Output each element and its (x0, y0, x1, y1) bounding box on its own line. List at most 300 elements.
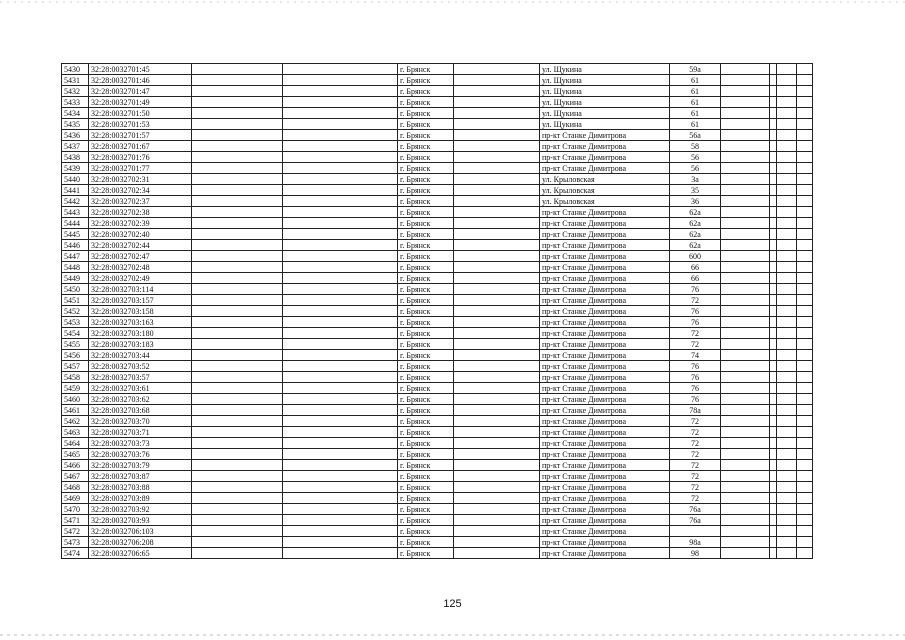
cell-e5 (770, 372, 777, 383)
cell-street: пр-кт Станке Димитрова (540, 339, 670, 350)
cell-street: пр-кт Станке Димитрова (540, 284, 670, 295)
cell-e4 (721, 339, 770, 350)
cell-e6 (777, 284, 797, 295)
cell-e3 (454, 218, 540, 229)
cell-num: 5457 (62, 361, 89, 372)
cell-house: 76а (670, 504, 721, 515)
table-row (62, 240, 813, 251)
cell-e6 (777, 537, 797, 548)
cell-e6 (777, 262, 797, 273)
cell-e7 (797, 405, 813, 416)
cell-city: г. Брянск (398, 251, 454, 262)
table-row (62, 438, 813, 449)
cell-street: пр-кт Станке Димитрова (540, 350, 670, 361)
cell-e1 (192, 229, 283, 240)
table-row (62, 273, 813, 284)
cell-e1 (192, 405, 283, 416)
cell-cad: 32:28:0032701:76 (89, 152, 192, 163)
cell-street: пр-кт Станке Димитрова (540, 548, 670, 559)
table-row (62, 86, 813, 97)
cell-house: 66 (670, 262, 721, 273)
cell-street: пр-кт Станке Димитрова (540, 262, 670, 273)
cell-e7 (797, 449, 813, 460)
cell-num: 5443 (62, 207, 89, 218)
cell-e3 (454, 130, 540, 141)
cell-e3 (454, 328, 540, 339)
cell-e6 (777, 75, 797, 86)
cell-num: 5456 (62, 350, 89, 361)
cell-e7 (797, 438, 813, 449)
cell-e3 (454, 449, 540, 460)
cell-street: пр-кт Станке Димитрова (540, 438, 670, 449)
cell-num: 5463 (62, 427, 89, 438)
cell-cad: 32:28:0032701:53 (89, 119, 192, 130)
cell-e1 (192, 328, 283, 339)
cell-num: 5460 (62, 394, 89, 405)
cell-e6 (777, 163, 797, 174)
cell-e4 (721, 64, 770, 75)
cell-e1 (192, 185, 283, 196)
cell-e1 (192, 471, 283, 482)
cell-num: 5467 (62, 471, 89, 482)
cell-street: пр-кт Станке Димитрова (540, 460, 670, 471)
cell-street: ул. Крыловская (540, 174, 670, 185)
cell-e2 (283, 108, 398, 119)
cell-city: г. Брянск (398, 86, 454, 97)
cell-street: пр-кт Станке Димитрова (540, 317, 670, 328)
cell-house: 62а (670, 207, 721, 218)
cell-e3 (454, 515, 540, 526)
cell-city: г. Брянск (398, 350, 454, 361)
cell-e4 (721, 504, 770, 515)
cell-num: 5458 (62, 372, 89, 383)
cell-num: 5472 (62, 526, 89, 537)
cell-e5 (770, 526, 777, 537)
table-row (62, 141, 813, 152)
cell-e7 (797, 218, 813, 229)
cell-e6 (777, 86, 797, 97)
cell-e1 (192, 383, 283, 394)
cell-cad: 32:28:0032701:46 (89, 75, 192, 86)
cell-e2 (283, 240, 398, 251)
cell-street: ул. Щукина (540, 64, 670, 75)
cell-e6 (777, 152, 797, 163)
cell-e1 (192, 427, 283, 438)
cell-e7 (797, 383, 813, 394)
cell-house: 76 (670, 361, 721, 372)
cell-e7 (797, 515, 813, 526)
cell-street: пр-кт Станке Димитрова (540, 526, 670, 537)
cell-e4 (721, 152, 770, 163)
cell-e5 (770, 328, 777, 339)
cell-e5 (770, 295, 777, 306)
cell-cad: 32:28:0032703:76 (89, 449, 192, 460)
cell-e4 (721, 438, 770, 449)
cell-num: 5454 (62, 328, 89, 339)
cell-cad: 32:28:0032703:44 (89, 350, 192, 361)
cell-e6 (777, 427, 797, 438)
cell-e6 (777, 174, 797, 185)
cell-e4 (721, 229, 770, 240)
cell-city: г. Брянск (398, 207, 454, 218)
cell-e1 (192, 163, 283, 174)
table-row (62, 328, 813, 339)
cell-e5 (770, 548, 777, 559)
cell-e4 (721, 97, 770, 108)
cell-e2 (283, 350, 398, 361)
cell-e5 (770, 416, 777, 427)
cell-city: г. Брянск (398, 416, 454, 427)
cell-cad: 32:28:0032701:50 (89, 108, 192, 119)
cell-cad: 32:28:0032703:157 (89, 295, 192, 306)
cell-e4 (721, 185, 770, 196)
cell-e7 (797, 306, 813, 317)
cell-e5 (770, 306, 777, 317)
cell-street: пр-кт Станке Димитрова (540, 328, 670, 339)
cell-e1 (192, 515, 283, 526)
cell-e3 (454, 460, 540, 471)
cell-e4 (721, 306, 770, 317)
cell-num: 5471 (62, 515, 89, 526)
page-number: 125 (443, 598, 462, 610)
cell-cad: 32:28:0032702:39 (89, 218, 192, 229)
cell-e2 (283, 372, 398, 383)
cell-e1 (192, 537, 283, 548)
cell-e3 (454, 262, 540, 273)
cell-e2 (283, 526, 398, 537)
cell-num: 5430 (62, 64, 89, 75)
cell-e1 (192, 449, 283, 460)
cell-house: 72 (670, 482, 721, 493)
cell-e3 (454, 229, 540, 240)
cell-e5 (770, 108, 777, 119)
cell-city: г. Брянск (398, 372, 454, 383)
cell-e3 (454, 185, 540, 196)
cell-street: пр-кт Станке Димитрова (540, 405, 670, 416)
cell-e1 (192, 141, 283, 152)
cell-e2 (283, 218, 398, 229)
cell-num: 5445 (62, 229, 89, 240)
cell-house: 98 (670, 548, 721, 559)
cell-num: 5474 (62, 548, 89, 559)
cell-city: г. Брянск (398, 306, 454, 317)
cell-e2 (283, 196, 398, 207)
cell-cad: 32:28:0032702:31 (89, 174, 192, 185)
cell-e3 (454, 493, 540, 504)
table-row (62, 185, 813, 196)
cell-city: г. Брянск (398, 108, 454, 119)
cell-cad: 32:28:0032703:62 (89, 394, 192, 405)
cell-num: 5438 (62, 152, 89, 163)
cell-e2 (283, 438, 398, 449)
cell-e6 (777, 229, 797, 240)
cell-e4 (721, 163, 770, 174)
cell-num: 5469 (62, 493, 89, 504)
cell-street: пр-кт Станке Димитрова (540, 383, 670, 394)
table-row (62, 383, 813, 394)
cell-e4 (721, 350, 770, 361)
cell-e2 (283, 394, 398, 405)
cell-e2 (283, 141, 398, 152)
cell-cad: 32:28:0032701:49 (89, 97, 192, 108)
cell-house: 72 (670, 328, 721, 339)
cell-e4 (721, 119, 770, 130)
cell-e4 (721, 537, 770, 548)
cell-cad: 32:28:0032703:114 (89, 284, 192, 295)
cell-num: 5442 (62, 196, 89, 207)
cell-num: 5464 (62, 438, 89, 449)
cell-e1 (192, 548, 283, 559)
cell-house: 76 (670, 284, 721, 295)
cell-street: пр-кт Станке Димитрова (540, 163, 670, 174)
cell-num: 5441 (62, 185, 89, 196)
cell-num: 5466 (62, 460, 89, 471)
cell-e4 (721, 108, 770, 119)
cell-house: 72 (670, 471, 721, 482)
cell-e7 (797, 273, 813, 284)
cell-e3 (454, 339, 540, 350)
cell-e4 (721, 416, 770, 427)
cell-e1 (192, 394, 283, 405)
cell-e2 (283, 185, 398, 196)
cell-street: пр-кт Станке Димитрова (540, 537, 670, 548)
cell-e2 (283, 273, 398, 284)
table-row (62, 504, 813, 515)
cell-num: 5450 (62, 284, 89, 295)
cell-e2 (283, 317, 398, 328)
cell-e5 (770, 438, 777, 449)
cell-city: г. Брянск (398, 438, 454, 449)
cell-e7 (797, 240, 813, 251)
cell-e6 (777, 394, 797, 405)
cell-e5 (770, 361, 777, 372)
table-row (62, 493, 813, 504)
cell-e7 (797, 174, 813, 185)
cell-e1 (192, 295, 283, 306)
table-row (62, 372, 813, 383)
cell-city: г. Брянск (398, 273, 454, 284)
cell-num: 5455 (62, 339, 89, 350)
cell-house: 35 (670, 185, 721, 196)
cell-house: 59а (670, 64, 721, 75)
cell-e3 (454, 75, 540, 86)
cell-city: г. Брянск (398, 218, 454, 229)
cell-cad: 32:28:0032703:92 (89, 504, 192, 515)
cell-e5 (770, 207, 777, 218)
cell-e1 (192, 218, 283, 229)
cell-e6 (777, 240, 797, 251)
cell-street: ул. Крыловская (540, 196, 670, 207)
cell-house: 62а (670, 218, 721, 229)
cell-house (670, 526, 721, 537)
cell-e3 (454, 471, 540, 482)
cell-e1 (192, 460, 283, 471)
cell-house: 36 (670, 196, 721, 207)
cell-cad: 32:28:0032702:47 (89, 251, 192, 262)
cell-e3 (454, 207, 540, 218)
cell-e5 (770, 86, 777, 97)
cell-e2 (283, 152, 398, 163)
cell-e4 (721, 262, 770, 273)
cell-e4 (721, 141, 770, 152)
cell-city: г. Брянск (398, 174, 454, 185)
table-row (62, 229, 813, 240)
cell-cad: 32:28:0032701:47 (89, 86, 192, 97)
cell-e7 (797, 64, 813, 75)
cell-city: г. Брянск (398, 141, 454, 152)
cell-e3 (454, 394, 540, 405)
cell-street: ул. Щукина (540, 75, 670, 86)
cell-e5 (770, 515, 777, 526)
scan-artifact-top (0, 0, 905, 6)
cell-e1 (192, 284, 283, 295)
cell-num: 5452 (62, 306, 89, 317)
cell-street: пр-кт Станке Димитрова (540, 504, 670, 515)
cell-e3 (454, 240, 540, 251)
cell-num: 5431 (62, 75, 89, 86)
cell-e2 (283, 262, 398, 273)
cell-e2 (283, 427, 398, 438)
cell-e5 (770, 405, 777, 416)
cell-e6 (777, 130, 797, 141)
cell-e6 (777, 339, 797, 350)
cell-e4 (721, 460, 770, 471)
cell-house: 62а (670, 229, 721, 240)
cell-street: пр-кт Станке Димитрова (540, 218, 670, 229)
cell-e5 (770, 350, 777, 361)
cell-e3 (454, 163, 540, 174)
cell-cad: 32:28:0032703:87 (89, 471, 192, 482)
cell-e7 (797, 317, 813, 328)
cell-e7 (797, 548, 813, 559)
cell-house: 72 (670, 427, 721, 438)
table-row (62, 207, 813, 218)
cell-house: 76а (670, 515, 721, 526)
cell-e1 (192, 273, 283, 284)
cell-e5 (770, 196, 777, 207)
cell-city: г. Брянск (398, 427, 454, 438)
cell-cad: 32:28:0032702:38 (89, 207, 192, 218)
cell-street: ул. Щукина (540, 86, 670, 97)
cell-e4 (721, 251, 770, 262)
cell-e3 (454, 482, 540, 493)
cell-street: пр-кт Станке Димитрова (540, 240, 670, 251)
cell-e2 (283, 548, 398, 559)
registry-table-wrapper (61, 63, 812, 559)
cell-num: 5437 (62, 141, 89, 152)
cell-city: г. Брянск (398, 471, 454, 482)
cell-e6 (777, 460, 797, 471)
table-row (62, 317, 813, 328)
cell-e6 (777, 108, 797, 119)
cell-cad: 32:28:0032703:52 (89, 361, 192, 372)
cell-city: г. Брянск (398, 240, 454, 251)
cell-city: г. Брянск (398, 405, 454, 416)
cell-e7 (797, 119, 813, 130)
registry-table (61, 63, 813, 559)
cell-e6 (777, 295, 797, 306)
cell-e2 (283, 174, 398, 185)
cell-street: ул. Крыловская (540, 185, 670, 196)
cell-e2 (283, 229, 398, 240)
cell-e4 (721, 515, 770, 526)
cell-e1 (192, 416, 283, 427)
cell-street: пр-кт Станке Димитрова (540, 416, 670, 427)
cell-cad: 32:28:0032706:103 (89, 526, 192, 537)
table-row (62, 262, 813, 273)
cell-e4 (721, 361, 770, 372)
cell-e7 (797, 97, 813, 108)
cell-cad: 32:28:0032703:70 (89, 416, 192, 427)
cell-e6 (777, 119, 797, 130)
cell-street: пр-кт Станке Димитрова (540, 229, 670, 240)
cell-cad: 32:28:0032702:40 (89, 229, 192, 240)
cell-num: 5435 (62, 119, 89, 130)
cell-e5 (770, 471, 777, 482)
cell-cad: 32:28:0032701:77 (89, 163, 192, 174)
cell-e2 (283, 537, 398, 548)
cell-e3 (454, 537, 540, 548)
cell-city: г. Брянск (398, 526, 454, 537)
cell-city: г. Брянск (398, 504, 454, 515)
cell-e1 (192, 306, 283, 317)
cell-e7 (797, 493, 813, 504)
cell-e3 (454, 86, 540, 97)
cell-e5 (770, 251, 777, 262)
cell-e4 (721, 207, 770, 218)
cell-num: 5459 (62, 383, 89, 394)
cell-e3 (454, 372, 540, 383)
cell-e5 (770, 218, 777, 229)
cell-e3 (454, 526, 540, 537)
cell-e1 (192, 493, 283, 504)
table-row (62, 108, 813, 119)
cell-house: 72 (670, 339, 721, 350)
cell-e5 (770, 317, 777, 328)
cell-e3 (454, 251, 540, 262)
cell-e6 (777, 218, 797, 229)
cell-e2 (283, 515, 398, 526)
cell-city: г. Брянск (398, 119, 454, 130)
cell-city: г. Брянск (398, 317, 454, 328)
cell-city: г. Брянск (398, 163, 454, 174)
cell-num: 5444 (62, 218, 89, 229)
cell-e7 (797, 460, 813, 471)
cell-e5 (770, 383, 777, 394)
cell-cad: 32:28:0032702:34 (89, 185, 192, 196)
cell-e5 (770, 537, 777, 548)
cell-e5 (770, 504, 777, 515)
cell-city: г. Брянск (398, 196, 454, 207)
cell-num: 5465 (62, 449, 89, 460)
cell-e4 (721, 328, 770, 339)
cell-cad: 32:28:0032703:180 (89, 328, 192, 339)
cell-house: 56 (670, 152, 721, 163)
cell-e7 (797, 526, 813, 537)
cell-e2 (283, 295, 398, 306)
cell-e7 (797, 537, 813, 548)
cell-num: 5462 (62, 416, 89, 427)
cell-house: 98а (670, 537, 721, 548)
cell-house: 76 (670, 383, 721, 394)
cell-e5 (770, 130, 777, 141)
cell-e7 (797, 141, 813, 152)
cell-house: 76 (670, 394, 721, 405)
cell-street: ул. Щукина (540, 97, 670, 108)
cell-house: 72 (670, 416, 721, 427)
cell-e1 (192, 119, 283, 130)
cell-street: пр-кт Станке Димитрова (540, 372, 670, 383)
